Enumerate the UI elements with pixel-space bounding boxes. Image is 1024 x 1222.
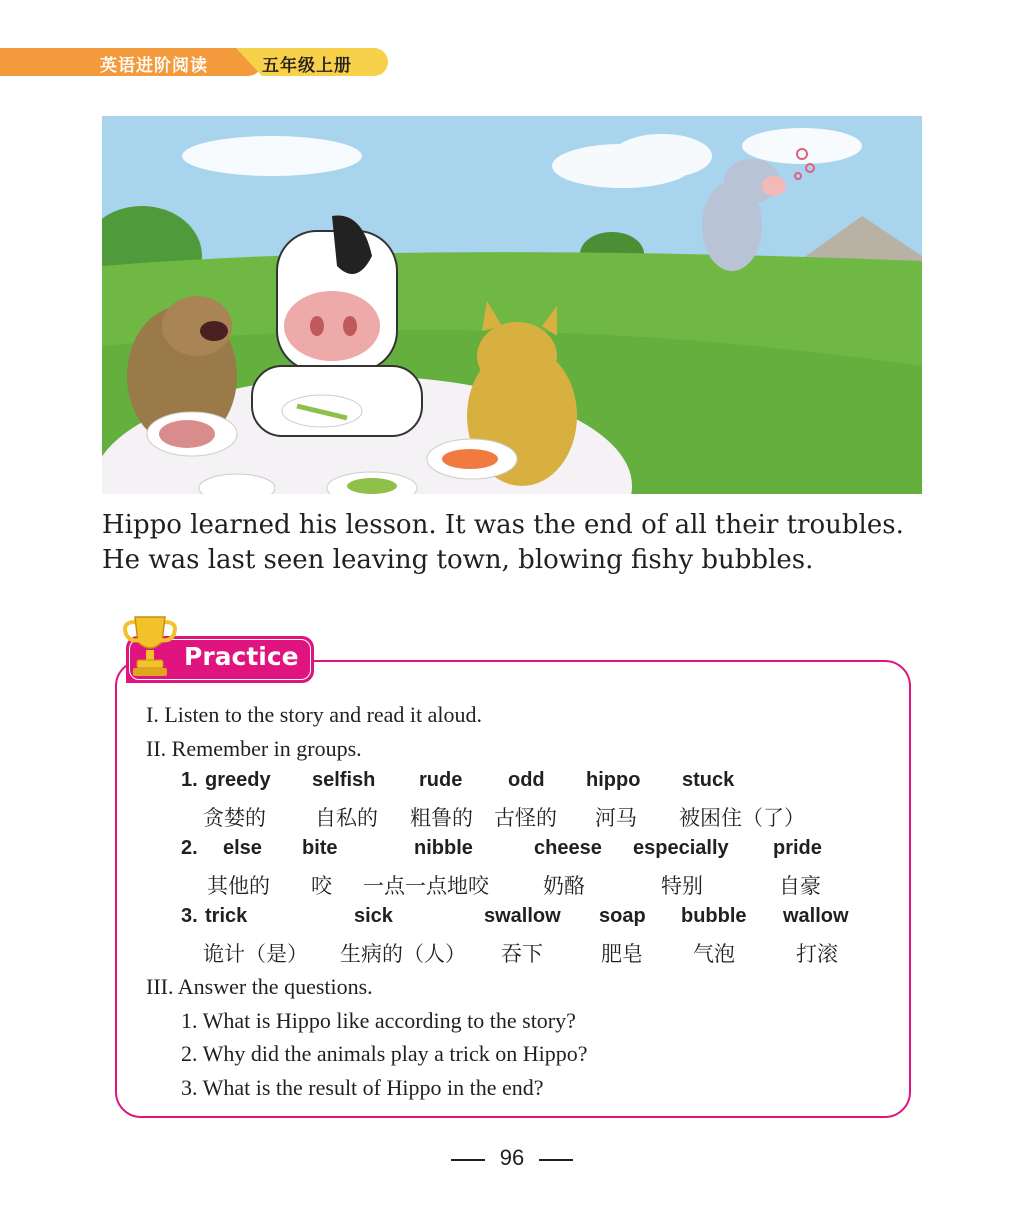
meaning: 奶酪 [543,874,585,898]
meaning: 粗鲁的 [410,806,473,830]
meaning: 其他的 [207,874,270,898]
story-text [102,508,962,578]
word: greedy [205,769,271,791]
story-line-1: Hippo learned his lesson. It was the end of all their troubles. [102,510,904,540]
meaning: 生病的（人） [340,942,466,966]
meaning: 贪婪的 [203,806,266,830]
word: odd [508,769,545,791]
meaning: 打滚 [796,942,838,966]
word: hippo [586,769,641,791]
word: selfish [312,769,376,791]
book-title: 英语进阶阅读 [100,56,208,76]
word: else [223,837,262,859]
section-3: III. Answer the questions. [146,974,373,999]
meaning: 咬 [311,874,332,898]
word: trick [205,905,248,927]
section-2: II. Remember in groups. [146,736,362,761]
word: wallow [783,905,849,927]
word: pride [773,837,822,859]
story-illustration [102,116,922,494]
word: nibble [414,837,473,859]
word: stuck [682,769,735,791]
word: cheese [534,837,602,859]
question: 3. What is the result of Hippo in the end? [181,1075,544,1100]
meaning: 一点一点地咬 [363,874,489,898]
meaning: 古怪的 [494,806,557,830]
page-number: 96 [499,1145,525,1170]
meaning: 特别 [661,874,703,898]
group-3-number: 3. [181,905,198,927]
word: rude [419,769,463,791]
word: bubble [681,905,747,927]
page-number-rule-right [539,1159,573,1161]
question: 2. Why did the animals play a trick on Hippo? [181,1041,588,1066]
question: 1. What is Hippo like according to the story? [181,1008,576,1033]
meaning: 河马 [595,806,637,830]
meaning: 自私的 [315,806,378,830]
group-2-number: 2. [181,837,198,859]
meaning: 自豪 [779,874,821,898]
grade-label: 五年级上册 [262,56,352,76]
meaning: 气泡 [693,942,735,966]
word: swallow [484,905,561,927]
meaning: 肥皂 [601,942,643,966]
word: soap [599,905,646,927]
word: bite [302,837,338,859]
meaning: 诡计（是） [203,942,308,966]
trophy-icon [120,612,180,682]
meaning: 吞下 [501,942,543,966]
story-line-2: He was last seen leaving town, blowing fishy bubbles. [102,545,814,575]
meaning: 被困住（了） [679,806,805,830]
practice-title: Practice [184,642,299,671]
section-1: I. Listen to the story and read it aloud. [146,702,483,727]
word: sick [354,905,393,927]
group-1-number: 1. [181,769,198,791]
word: especially [633,837,729,859]
